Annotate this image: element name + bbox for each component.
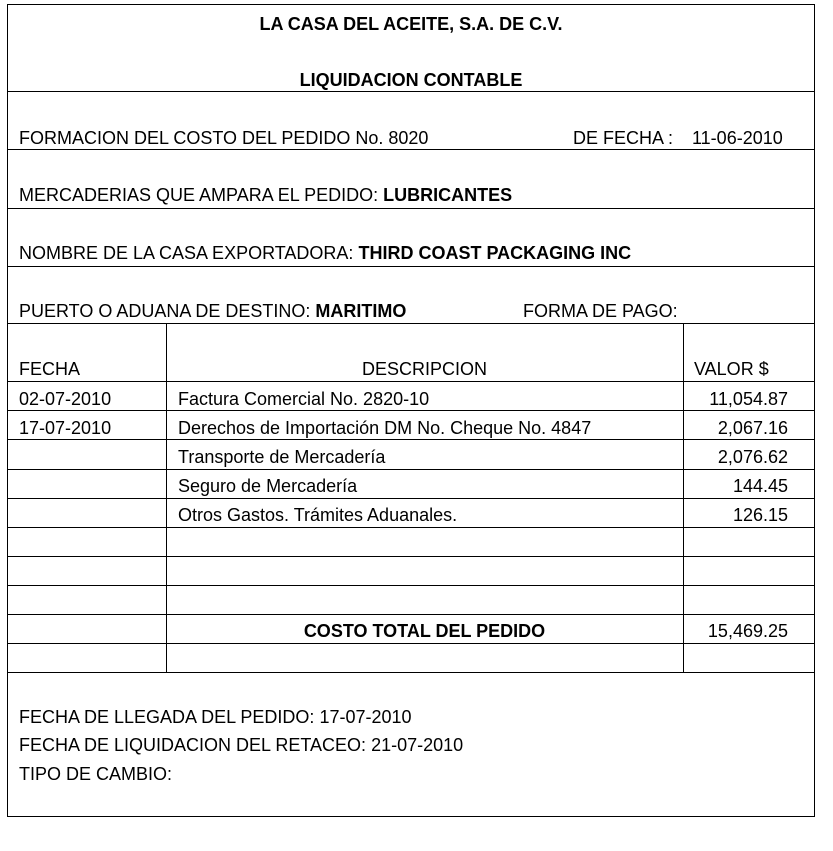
divider bbox=[8, 323, 814, 324]
total-label: COSTO TOTAL DEL PEDIDO bbox=[303, 621, 546, 641]
row-date: 02-07-2010 bbox=[19, 389, 112, 409]
order-date-label: DE FECHA : bbox=[573, 128, 674, 148]
row-value: 11,054.87 bbox=[709, 389, 788, 409]
row-value: 2,067.16 bbox=[717, 418, 788, 438]
goods-value: LUBRICANTES bbox=[383, 185, 513, 205]
divider bbox=[8, 614, 814, 615]
liquidation-value: 21-07-2010 bbox=[371, 735, 464, 755]
arrival-line bbox=[19, 706, 412, 728]
exporter-line bbox=[19, 242, 631, 264]
port-value: MARITIMO bbox=[315, 301, 407, 321]
payment-label: FORMA DE PAGO: bbox=[523, 301, 678, 321]
header-date: FECHA bbox=[19, 359, 81, 379]
divider bbox=[8, 498, 814, 499]
row-value: 2,076.62 bbox=[717, 447, 788, 467]
arrival-value: 17-07-2010 bbox=[319, 707, 412, 727]
exporter-value: THIRD COAST PACKAGING INC bbox=[358, 243, 632, 263]
goods-label: MERCADERIAS QUE AMPARA EL PEDIDO: bbox=[19, 185, 379, 205]
divider bbox=[8, 527, 814, 528]
divider bbox=[8, 208, 814, 209]
arrival-label: FECHA DE LLEGADA DEL PEDIDO: bbox=[19, 707, 315, 727]
document-title: LIQUIDACION CONTABLE bbox=[299, 70, 523, 90]
row-description: Transporte de Mercadería bbox=[178, 447, 386, 467]
divider bbox=[8, 91, 814, 92]
liquidation-label: FECHA DE LIQUIDACION DEL RETACEO: bbox=[19, 735, 367, 755]
row-date: 17-07-2010 bbox=[19, 418, 112, 438]
goods-line bbox=[19, 184, 512, 206]
divider bbox=[8, 381, 814, 382]
divider bbox=[8, 266, 814, 267]
port-label: PUERTO O ADUANA DE DESTINO: bbox=[19, 301, 311, 321]
divider bbox=[8, 672, 814, 673]
liquidation-line bbox=[19, 734, 463, 756]
port-line bbox=[19, 300, 406, 322]
exchange-label: TIPO DE CAMBIO: bbox=[19, 764, 173, 784]
divider bbox=[8, 556, 814, 557]
order-formation-label: FORMACION DEL COSTO DEL PEDIDO No. 8020 bbox=[19, 128, 429, 148]
order-date-value: 11-06-2010 bbox=[692, 128, 783, 148]
divider bbox=[8, 585, 814, 586]
row-description: Seguro de Mercadería bbox=[178, 476, 358, 496]
header-value: VALOR $ bbox=[694, 359, 769, 379]
divider bbox=[8, 410, 814, 411]
row-value: 126.15 bbox=[732, 505, 788, 525]
row-description: Derechos de Importación DM No. Cheque No. 4847 bbox=[178, 418, 592, 438]
divider bbox=[8, 439, 814, 440]
header-description: DESCRIPCION bbox=[361, 359, 487, 379]
divider bbox=[8, 643, 814, 644]
row-description: Otros Gastos. Trámites Aduanales. bbox=[178, 505, 458, 525]
row-value: 144.45 bbox=[732, 476, 788, 496]
row-description: Factura Comercial No. 2820-10 bbox=[178, 389, 430, 409]
exporter-label: NOMBRE DE LA CASA EXPORTADORA: bbox=[19, 243, 354, 263]
liquidation-document bbox=[7, 4, 815, 817]
divider bbox=[8, 149, 814, 150]
divider bbox=[8, 469, 814, 470]
company-name: LA CASA DEL ACEITE, S.A. DE C.V. bbox=[259, 14, 563, 34]
total-value: 15,469.25 bbox=[707, 621, 788, 641]
